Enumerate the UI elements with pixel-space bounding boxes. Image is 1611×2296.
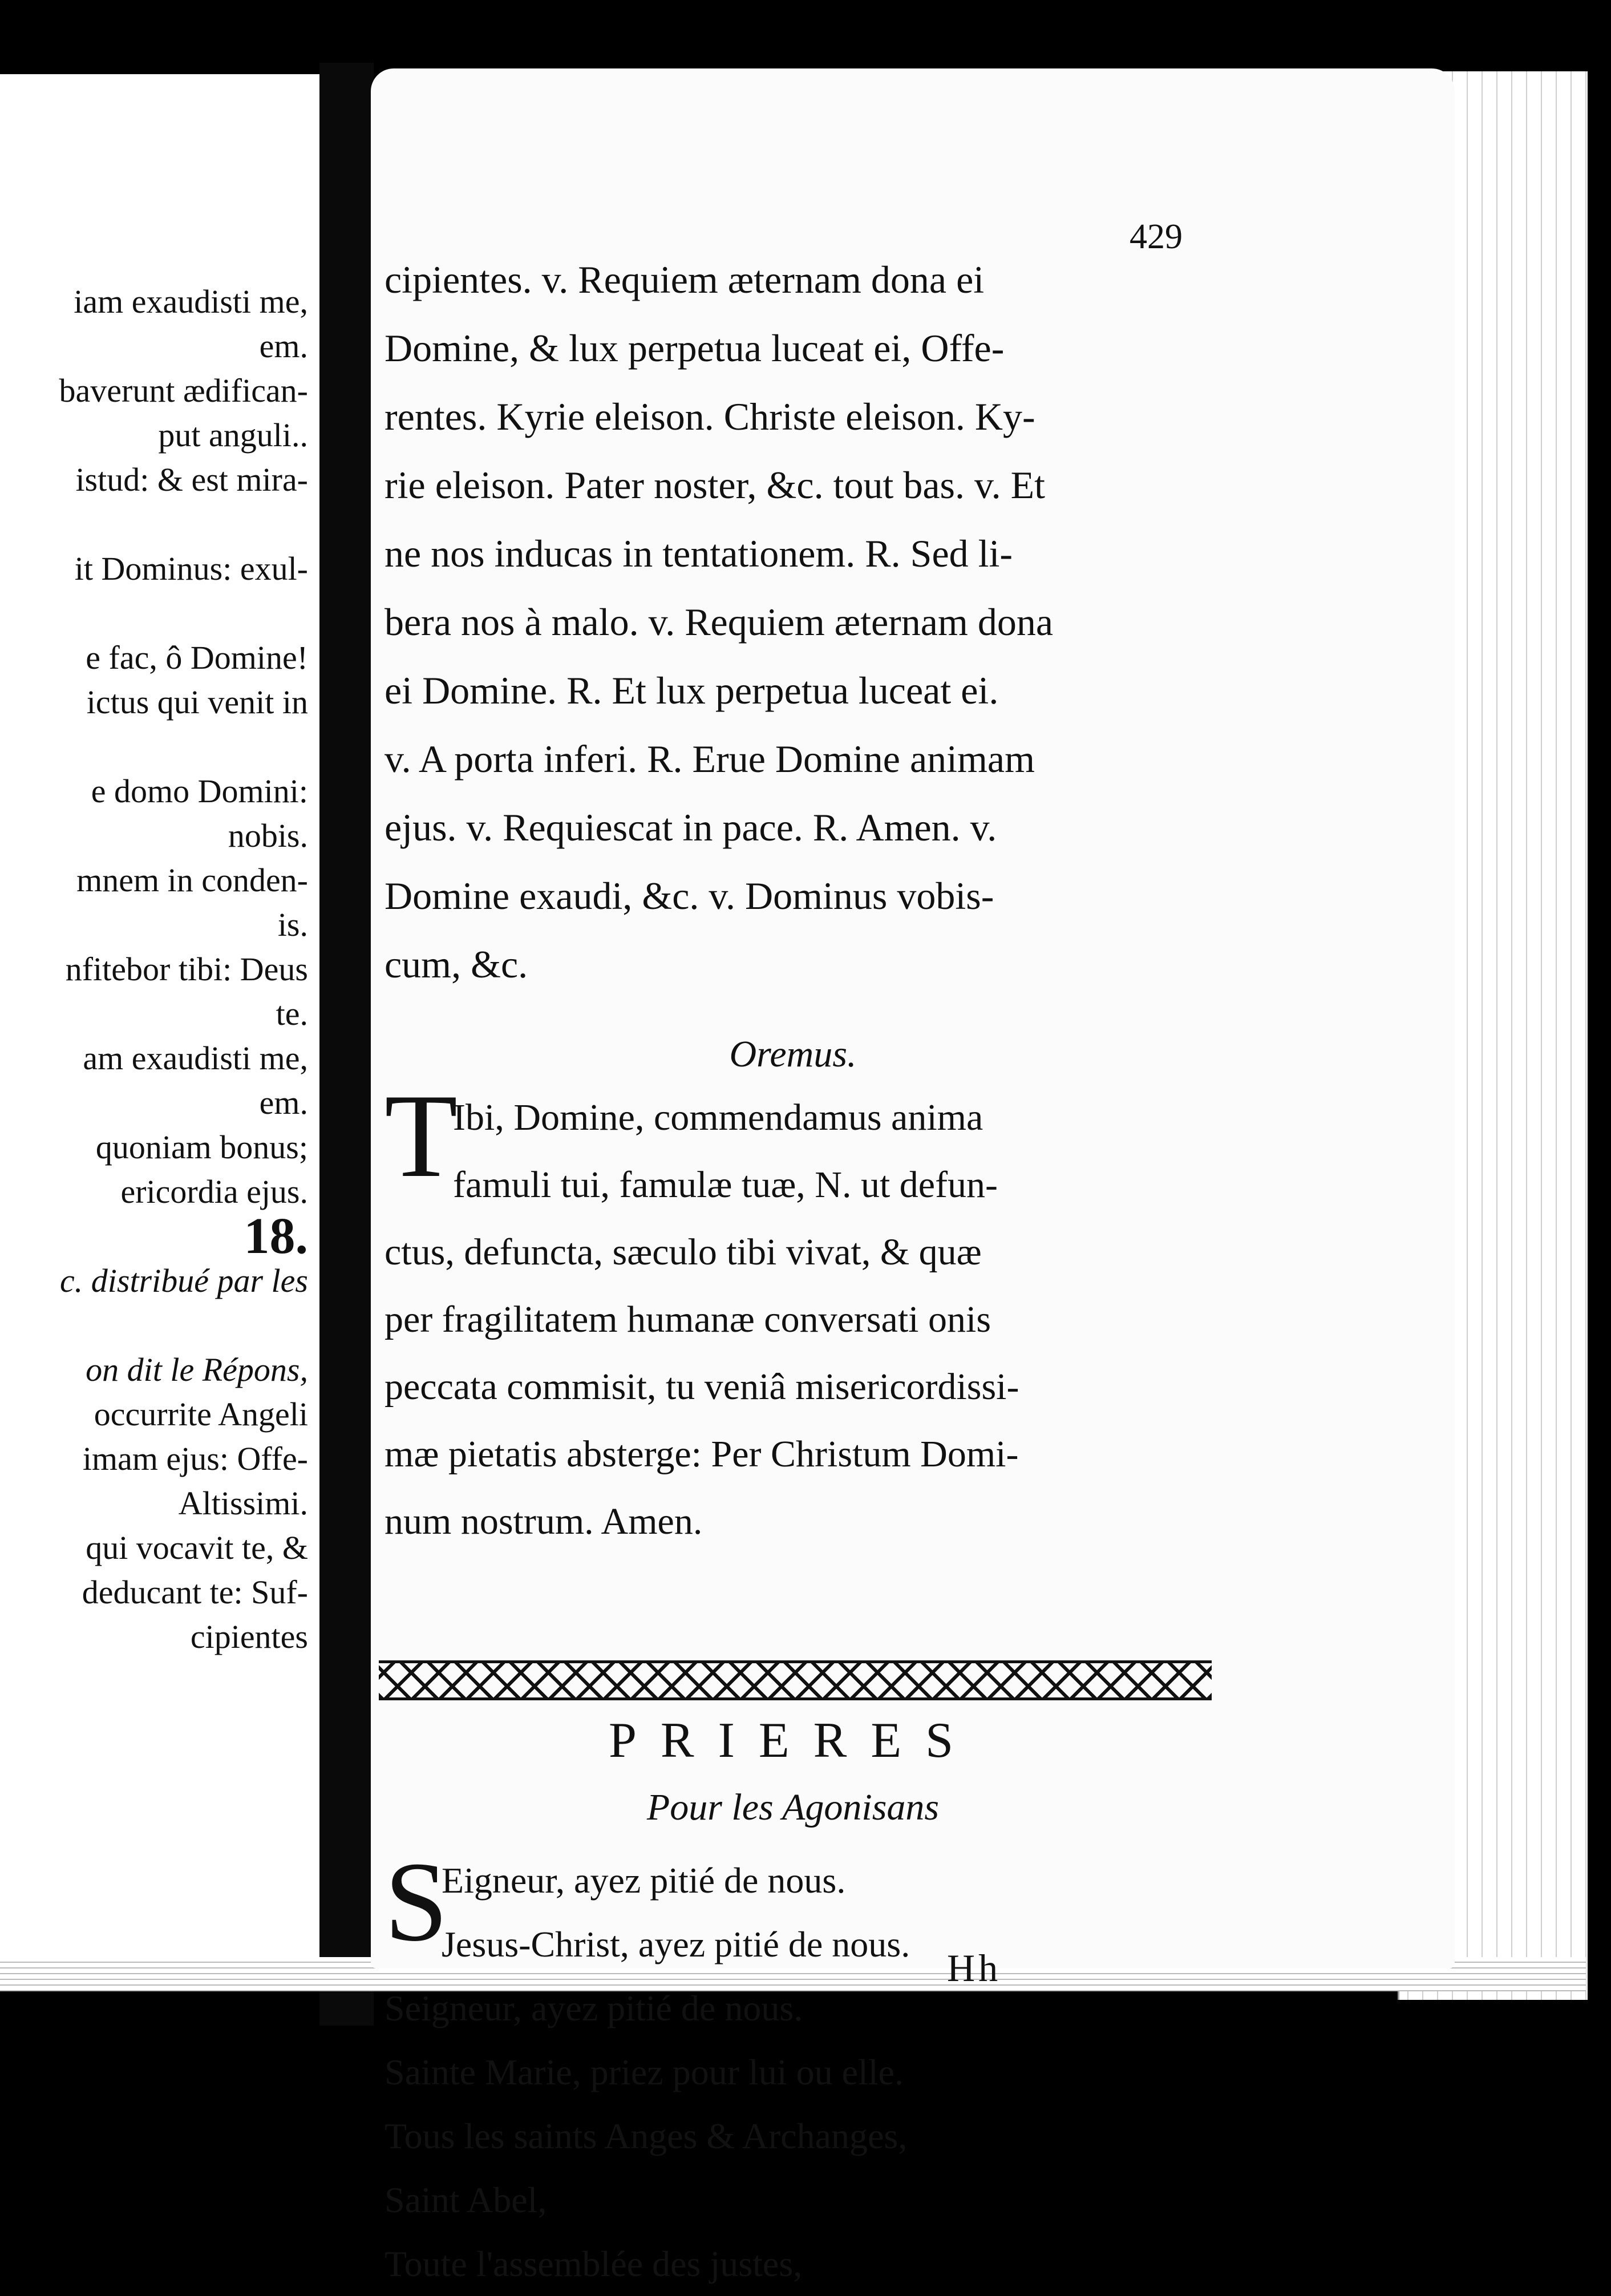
litany-line: Sainte Marie, priez pour lui ou elle.	[384, 2052, 904, 2092]
text-line: cum, &c.	[384, 943, 528, 986]
section-heading: PRIERES	[608, 1713, 978, 1768]
text-line: bera nos à malo. v. Requiem æternam dona	[384, 600, 1054, 644]
litany-line: Tous les saints Anges & Archanges,	[384, 2116, 908, 2156]
drop-cap: S	[384, 1839, 448, 1965]
left-line: is.	[277, 906, 308, 943]
prayer-line: peccata commisit, tu veniâ misericordissi-	[384, 1366, 1019, 1408]
text-line: ne nos inducas in tentationem. R. Sed li-	[384, 532, 1013, 575]
decorative-ornament-band	[379, 1660, 1212, 1700]
left-line: 18.	[244, 1208, 308, 1264]
prayer-line: famuli tui, famulæ tuæ, N. ut defun-	[453, 1164, 998, 1206]
left-line: e domo Domini:	[91, 773, 308, 810]
text-line: cipientes. v. Requiem æternam dona ei	[384, 258, 985, 301]
left-line: nfitebor tibi: Deus	[65, 951, 308, 988]
left-line: te.	[276, 995, 308, 1032]
left-line: e fac, ô Domine!	[86, 639, 308, 676]
left-line: quoniam bonus;	[95, 1129, 308, 1166]
drop-cap: T	[384, 1070, 458, 1202]
text-line: v. A porta inferi. R. Erue Domine animam	[384, 737, 1035, 781]
litany-line: Saint Abel,	[384, 2180, 547, 2220]
left-line: Altissimi.	[178, 1485, 308, 1522]
left-line: ericordia ejus.	[120, 1173, 308, 1210]
page-number: 429	[1130, 217, 1183, 256]
text-line: rie eleison. Pater noster, &c. tout bas. v. Et	[384, 463, 1046, 507]
left-line: put anguli..	[158, 417, 308, 454]
left-line: am exaudisti me,	[83, 1040, 308, 1077]
left-line	[0, 1303, 308, 1348]
text-line: Domine, & lux perpetua luceat ei, Offe-	[384, 326, 1005, 370]
left-line: istud: & est mira-	[75, 461, 308, 498]
litany-line: Jesus-Christ, ayez pitié de nous.	[442, 1924, 910, 1964]
left-line: it Dominus: exul-	[74, 550, 308, 587]
left-line: iam exaudisti me,	[74, 283, 308, 320]
text-line: Domine exaudi, &c. v. Dominus vobis-	[384, 874, 994, 917]
prayer-line: mæ pietatis absterge: Per Christum Domi-	[384, 1433, 1019, 1475]
prayer-line: num nostrum. Amen.	[384, 1501, 703, 1542]
left-line: baverunt ædifican-	[59, 372, 308, 409]
prayer-line: Ibi, Domine, commendamus anima	[453, 1097, 983, 1138]
left-page	[0, 74, 319, 1957]
left-line: em.	[259, 328, 308, 365]
litany-line: Eigneur, ayez pitié de nous.	[442, 1860, 846, 1901]
left-line: nobis.	[228, 817, 308, 854]
left-line	[0, 502, 308, 547]
left-line: em.	[259, 1084, 308, 1121]
left-line: imam ejus: Offe-	[82, 1440, 308, 1477]
left-line: mnem in conden-	[76, 862, 308, 899]
text-line: ejus. v. Requiescat in pace. R. Amen. v.	[384, 806, 997, 849]
signature-mark: Hh	[947, 1946, 1002, 1990]
prayer-line: ctus, defuncta, sæculo tibi vivat, & quæ	[384, 1231, 982, 1273]
prayer-block	[384, 1070, 1212, 1555]
right-page	[371, 68, 1455, 2284]
book-gutter	[319, 63, 374, 2026]
left-line: deducant te: Suf-	[82, 1574, 308, 1611]
rubric-text	[384, 245, 1206, 999]
section-subheading: Pour les Agonisans	[646, 1786, 940, 1828]
text-line: ei Domine. R. Et lux perpetua luceat ei.	[384, 669, 999, 712]
litany-block	[384, 1839, 1212, 2296]
left-line: ictus qui venit in	[86, 684, 308, 721]
left-line: qui vocavit te, &	[86, 1529, 308, 1566]
prayer-line: per fragilitatem humanæ conversati onis	[384, 1299, 991, 1340]
oremus-heading: Oremus.	[729, 1033, 857, 1075]
left-line: occurrite Angeli	[94, 1396, 308, 1433]
litany-line: Toute l'assemblée des justes,	[384, 2244, 803, 2284]
left-line	[0, 725, 308, 769]
left-line: on dit le Répons,	[86, 1351, 308, 1388]
left-line	[0, 591, 308, 636]
left-line: cipientes	[190, 1618, 308, 1655]
text-line: rentes. Kyrie eleison. Christe eleison. Ky-	[384, 395, 1035, 438]
left-page-text	[0, 280, 308, 1659]
left-line: c. distribué par les	[60, 1262, 308, 1299]
litany-line: Seigneur, ayez pitié de nous.	[384, 1988, 803, 2028]
